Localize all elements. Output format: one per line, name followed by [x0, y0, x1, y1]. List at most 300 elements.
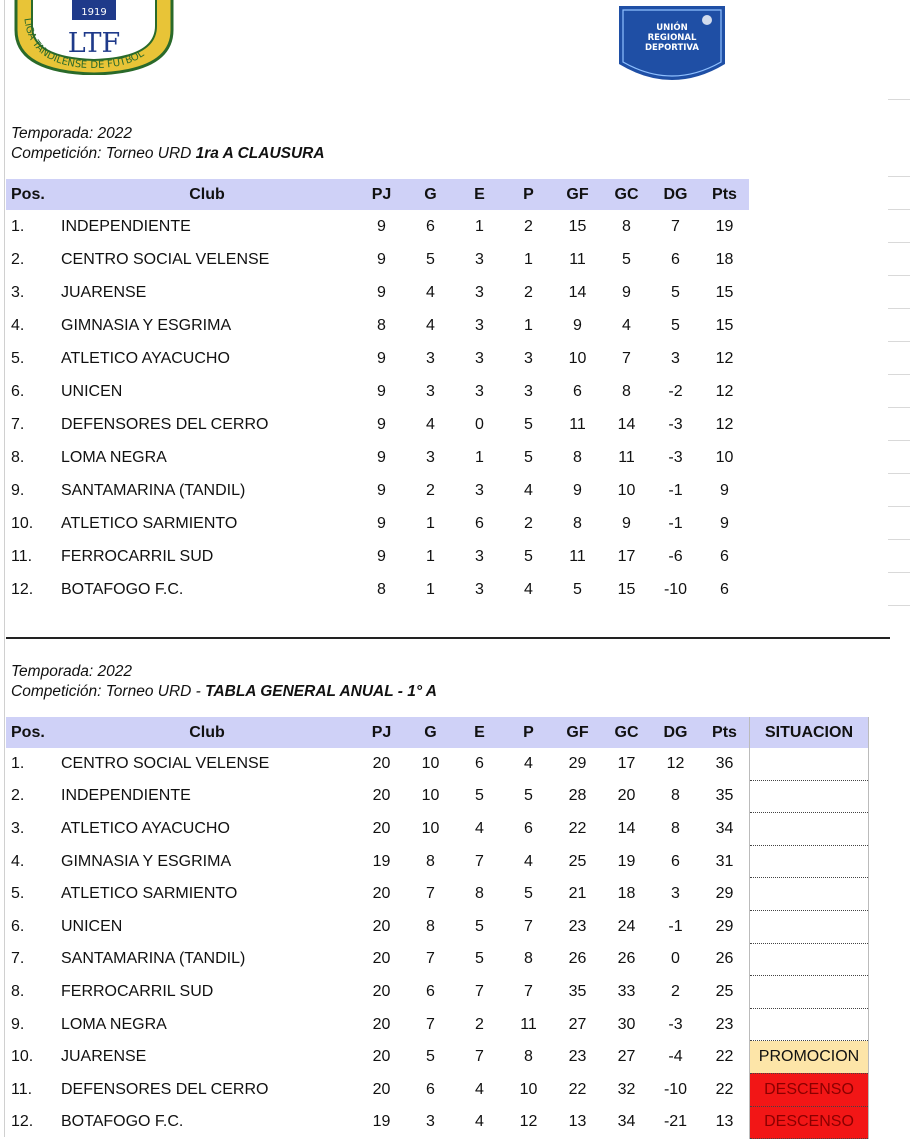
cell-p: 8: [524, 950, 533, 968]
clausura-season: Temporada: 2022: [11, 125, 132, 142]
cell-pj: 9: [377, 514, 386, 532]
cell-pos: 11.: [11, 1080, 33, 1098]
cell-pj: 19: [372, 1113, 391, 1131]
cell-situacion: [750, 878, 869, 911]
cell-pj: 9: [377, 382, 386, 400]
cell-pj: 9: [377, 415, 386, 433]
cell-pts: 36: [715, 755, 734, 773]
cell-club: GIMNASIA Y ESGRIMA: [61, 316, 232, 334]
table-row: [6, 1041, 869, 1074]
cell-situacion: [750, 748, 869, 780]
cell-pts: 26: [715, 950, 734, 968]
cell-gf: 14: [568, 283, 587, 301]
cell-e: 1: [475, 217, 484, 235]
cell-gc: 17: [617, 547, 636, 565]
table-row: [6, 540, 749, 573]
cell-pj: 20: [372, 1080, 391, 1098]
header-pj: PJ: [357, 179, 406, 210]
cell-club: BOTAFOGO F.C.: [61, 580, 184, 598]
cell-p: 1: [524, 316, 533, 334]
cell-p: 2: [524, 514, 533, 532]
cell-pos: 5.: [11, 885, 25, 903]
cell-dg: 2: [671, 982, 680, 1000]
cell-g: 5: [426, 1048, 435, 1066]
cell-e: 4: [475, 1113, 484, 1131]
cell-p: 7: [524, 982, 533, 1000]
cell-gf: 8: [573, 514, 582, 532]
cell-e: 5: [475, 787, 484, 805]
table-row: [6, 210, 749, 243]
header-e: E: [455, 717, 504, 748]
cell-gc: 20: [617, 787, 636, 805]
cell-club: LOMA NEGRA: [61, 1015, 167, 1033]
cell-club: UNICEN: [61, 382, 123, 400]
cell-g: 2: [426, 481, 435, 499]
cell-pts: 25: [715, 982, 734, 1000]
cell-pts: 29: [715, 917, 734, 935]
cell-gf: 5: [573, 580, 582, 598]
cell-p: 3: [524, 382, 533, 400]
cell-dg: 8: [671, 787, 680, 805]
cell-e: 6: [475, 514, 484, 532]
cell-pts: 19: [715, 217, 734, 235]
table-row: [6, 943, 869, 976]
cell-pos: 12.: [11, 1113, 34, 1131]
table-row: [6, 1106, 869, 1139]
cell-club: DEFENSORES DEL CERRO: [61, 415, 269, 433]
cell-e: 2: [475, 1015, 484, 1033]
table-row: [6, 375, 749, 408]
cell-pts: 29: [715, 885, 734, 903]
cell-pos: 11.: [11, 547, 33, 565]
cell-gf: 21: [568, 885, 587, 903]
cell-p: 4: [524, 580, 533, 598]
cell-gf: 22: [568, 1080, 587, 1098]
cell-pts: 9: [720, 514, 729, 532]
anual-competition: Competición: Torneo URD - TABLA GENERAL ANUAL - 1° A: [11, 683, 437, 700]
cell-dg: -3: [668, 448, 683, 466]
cell-club: BOTAFOGO F.C.: [61, 1113, 184, 1131]
cell-gf: 9: [573, 316, 582, 334]
header-dg: DG: [651, 717, 700, 748]
cell-e: 5: [475, 950, 484, 968]
cell-pos: 5.: [11, 349, 25, 367]
header-pts: Pts: [700, 717, 750, 748]
cell-dg: 8: [671, 819, 680, 837]
cell-pos: 9.: [11, 481, 25, 499]
cell-g: 4: [426, 283, 435, 301]
cell-dg: -3: [668, 1015, 683, 1033]
cell-e: 4: [475, 1080, 484, 1098]
cell-p: 4: [524, 852, 533, 870]
cell-g: 6: [426, 1080, 435, 1098]
cell-club: DEFENSORES DEL CERRO: [61, 1080, 269, 1098]
cell-pts: 12: [715, 415, 734, 433]
cell-pts: 18: [715, 250, 734, 268]
cell-g: 7: [426, 950, 435, 968]
cell-gf: 35: [568, 982, 587, 1000]
header-pos: Pos.: [6, 179, 57, 210]
cell-g: 4: [426, 316, 435, 334]
table-header-row: [6, 179, 749, 210]
cell-pos: 6.: [11, 382, 25, 400]
cell-p: 5: [524, 787, 533, 805]
cell-gc: 14: [617, 819, 636, 837]
cell-pts: 12: [715, 349, 734, 367]
table-row: [6, 780, 869, 813]
cell-gc: 8: [622, 217, 631, 235]
table-row: [6, 408, 749, 441]
cell-pos: 9.: [11, 1015, 25, 1033]
cell-pos: 8.: [11, 448, 25, 466]
table-row: [6, 813, 869, 846]
header-club: Club: [57, 717, 357, 748]
table-row: [6, 243, 749, 276]
cell-pts: 13: [715, 1113, 734, 1131]
cell-e: 7: [475, 982, 484, 1000]
cell-dg: 6: [671, 852, 680, 870]
cell-pos: 1.: [11, 755, 25, 773]
cell-gf: 11: [569, 250, 586, 268]
cell-e: 6: [475, 755, 484, 773]
header-e: E: [455, 179, 504, 210]
table-row: [6, 976, 869, 1009]
table-row: [6, 910, 869, 943]
cell-e: 5: [475, 917, 484, 935]
cell-pos: 6.: [11, 917, 25, 935]
cell-dg: -4: [668, 1048, 683, 1066]
cell-club: CENTRO SOCIAL VELENSE: [61, 250, 270, 268]
cell-dg: -1: [668, 917, 683, 935]
cell-gf: 9: [573, 481, 582, 499]
cell-pj: 9: [377, 481, 386, 499]
cell-club: ATLETICO SARMIENTO: [61, 885, 238, 903]
cell-dg: 3: [671, 349, 680, 367]
cell-g: 1: [426, 514, 435, 532]
header-pts: Pts: [700, 179, 749, 210]
cell-gf: 6: [573, 382, 582, 400]
cell-club: FERROCARRIL SUD: [61, 547, 214, 565]
cell-g: 7: [426, 885, 435, 903]
cell-p: 4: [524, 755, 533, 773]
cell-club: INDEPENDIENTE: [61, 217, 191, 235]
cell-g: 3: [426, 448, 435, 466]
cell-p: 10: [519, 1080, 538, 1098]
ltf-logo: [14, 0, 174, 75]
cell-gc: 24: [617, 917, 636, 935]
cell-e: 3: [475, 250, 484, 268]
table-row: [6, 878, 869, 911]
cell-club: SANTAMARINA (TANDIL): [61, 950, 246, 968]
cell-gc: 8: [622, 382, 631, 400]
table-row: [6, 748, 869, 780]
cell-g: 3: [426, 382, 435, 400]
cell-gc: 5: [622, 250, 631, 268]
cell-dg: -1: [668, 514, 683, 532]
cell-gc: 11: [618, 448, 635, 466]
header-g: G: [406, 179, 455, 210]
cell-situacion: DESCENSO: [750, 1073, 869, 1106]
cell-g: 1: [426, 580, 435, 598]
cell-g: 10: [421, 755, 440, 773]
cell-e: 7: [475, 1048, 484, 1066]
cell-pts: 10: [715, 448, 734, 466]
cell-dg: 0: [671, 950, 680, 968]
cell-gc: 14: [617, 415, 636, 433]
cell-e: 3: [475, 481, 484, 499]
cell-g: 7: [426, 1015, 435, 1033]
cell-gf: 25: [568, 852, 587, 870]
cell-gf: 11: [569, 415, 586, 433]
cell-e: 3: [475, 547, 484, 565]
cell-p: 7: [524, 917, 533, 935]
cell-pj: 9: [377, 547, 386, 565]
cell-pts: 22: [715, 1080, 734, 1098]
cell-gc: 7: [622, 349, 631, 367]
cell-pts: 15: [715, 283, 734, 301]
cell-pj: 9: [377, 283, 386, 301]
clausura-standings-table: [6, 179, 749, 606]
clausura-competition: Competición: Torneo URD 1ra A CLAUSURA: [11, 145, 325, 162]
cell-club: UNICEN: [61, 917, 123, 935]
cell-g: 6: [426, 217, 435, 235]
cell-club: LOMA NEGRA: [61, 448, 167, 466]
table-row: [6, 276, 749, 309]
cell-pj: 20: [372, 982, 391, 1000]
header-club: Club: [57, 179, 357, 210]
table-row: [6, 845, 869, 878]
cell-pts: 12: [715, 382, 734, 400]
cell-e: 3: [475, 349, 484, 367]
cell-dg: 3: [671, 885, 680, 903]
cell-club: SANTAMARINA (TANDIL): [61, 481, 246, 499]
cell-dg: 5: [671, 316, 680, 334]
table-row: [6, 342, 749, 375]
table-row: [6, 1008, 869, 1041]
cell-e: 3: [475, 316, 484, 334]
cell-pj: 20: [372, 950, 391, 968]
header-gf: GF: [553, 717, 602, 748]
cell-pj: 9: [377, 217, 386, 235]
cell-p: 2: [524, 217, 533, 235]
cell-gf: 28: [568, 787, 587, 805]
cell-p: 11: [520, 1015, 537, 1033]
svg-text:1919: 1919: [81, 7, 107, 18]
cell-pj: 20: [372, 1015, 391, 1033]
cell-dg: -10: [663, 1080, 688, 1098]
cell-dg: -6: [668, 547, 683, 565]
header-gf: GF: [553, 179, 602, 210]
cell-gc: 27: [617, 1048, 636, 1066]
cell-pj: 9: [377, 448, 386, 466]
cell-gc: 15: [617, 580, 636, 598]
cell-pts: 6: [720, 580, 729, 598]
cell-gc: 19: [617, 852, 636, 870]
cell-pj: 20: [372, 885, 391, 903]
section-divider: [6, 637, 890, 639]
svg-text:LIGA TANDILENSE DE FUTBOL: LIGA TANDILENSE DE FUTBOL: [21, 17, 147, 72]
cell-situacion: [750, 910, 869, 943]
cell-pj: 20: [372, 819, 391, 837]
urd-logo: [619, 6, 725, 86]
cell-e: 3: [475, 382, 484, 400]
cell-gf: 29: [568, 755, 587, 773]
cell-g: 3: [426, 1113, 435, 1131]
table-row: [6, 441, 749, 474]
cell-e: 8: [475, 885, 484, 903]
cell-p: 5: [524, 415, 533, 433]
cell-p: 5: [524, 448, 533, 466]
svg-text:REGIONAL: REGIONAL: [647, 33, 697, 43]
table-row: [6, 507, 749, 540]
cell-club: CENTRO SOCIAL VELENSE: [61, 755, 270, 773]
cell-e: 0: [475, 415, 484, 433]
cell-gc: 9: [622, 283, 631, 301]
cell-situacion: DESCENSO: [750, 1106, 869, 1139]
cell-gf: 22: [568, 819, 587, 837]
cell-gc: 18: [617, 885, 636, 903]
cell-club: ATLETICO AYACUCHO: [61, 819, 230, 837]
table-row: [6, 1073, 869, 1106]
cell-pj: 9: [377, 349, 386, 367]
cell-pos: 1.: [11, 217, 25, 235]
cell-pts: 35: [715, 787, 734, 805]
cell-pj: 20: [372, 755, 391, 773]
header-p: P: [504, 717, 553, 748]
cell-g: 6: [426, 982, 435, 1000]
cell-dg: -3: [668, 415, 683, 433]
cell-dg: 7: [671, 217, 680, 235]
cell-dg: 5: [671, 283, 680, 301]
cell-g: 3: [426, 349, 435, 367]
cell-pts: 31: [715, 852, 734, 870]
cell-pos: 2.: [11, 250, 25, 268]
cell-gf: 23: [568, 1048, 587, 1066]
cell-gf: 13: [568, 1113, 587, 1131]
cell-dg: 6: [671, 250, 680, 268]
cell-gc: 9: [622, 514, 631, 532]
cell-pos: 4.: [11, 316, 25, 334]
cell-pos: 7.: [11, 950, 25, 968]
cell-gf: 26: [568, 950, 587, 968]
anual-standings-table: [6, 717, 869, 1139]
table-row: [6, 309, 749, 342]
svg-text:LTF: LTF: [67, 28, 121, 59]
cell-p: 2: [524, 283, 533, 301]
header-situacion: SITUACION: [750, 717, 869, 748]
cell-pts: 6: [720, 547, 729, 565]
cell-club: GIMNASIA Y ESGRIMA: [61, 852, 232, 870]
cell-g: 10: [421, 787, 440, 805]
cell-pos: 8.: [11, 982, 25, 1000]
cell-club: ATLETICO AYACUCHO: [61, 349, 230, 367]
header-pj: PJ: [357, 717, 406, 748]
cell-gc: 33: [617, 982, 636, 1000]
table-row: [6, 573, 749, 606]
cell-p: 3: [524, 349, 533, 367]
cell-e: 4: [475, 819, 484, 837]
cell-g: 10: [421, 819, 440, 837]
cell-p: 8: [524, 1048, 533, 1066]
cell-pos: 4.: [11, 852, 25, 870]
cell-pts: 9: [720, 481, 729, 499]
svg-text:UNIÓN: UNIÓN: [656, 23, 688, 33]
cell-gc: 17: [617, 755, 636, 773]
cell-dg: -2: [668, 382, 683, 400]
cell-club: INDEPENDIENTE: [61, 787, 191, 805]
cell-pos: 12.: [11, 580, 34, 598]
cell-dg: 12: [666, 755, 685, 773]
sheet-left-border: [4, 0, 5, 1137]
cell-e: 3: [475, 580, 484, 598]
cell-p: 5: [524, 885, 533, 903]
cell-pj: 20: [372, 1048, 391, 1066]
cell-pos: 7.: [11, 415, 25, 433]
cell-p: 6: [524, 819, 533, 837]
cell-g: 8: [426, 917, 435, 935]
cell-p: 1: [524, 250, 533, 268]
cell-pos: 10.: [11, 1048, 34, 1066]
cell-situacion: [750, 943, 869, 976]
cell-gf: 10: [568, 349, 587, 367]
cell-e: 3: [475, 283, 484, 301]
cell-dg: -10: [663, 580, 688, 598]
cell-pos: 10.: [11, 514, 34, 532]
svg-text:DEPORTIVA: DEPORTIVA: [644, 43, 700, 53]
cell-club: FERROCARRIL SUD: [61, 982, 214, 1000]
cell-gf: 27: [568, 1015, 587, 1033]
header-g: G: [406, 717, 455, 748]
cell-situacion: PROMOCION: [750, 1041, 869, 1074]
cell-dg: -21: [663, 1113, 688, 1131]
table-row: [6, 474, 749, 507]
header-gc: GC: [602, 179, 651, 210]
header-p: P: [504, 179, 553, 210]
cell-pts: 34: [715, 819, 734, 837]
table-header-row: [6, 717, 869, 748]
cell-gc: 30: [617, 1015, 636, 1033]
cell-e: 1: [475, 448, 484, 466]
cell-gc: 4: [622, 316, 631, 334]
cell-g: 8: [426, 852, 435, 870]
cell-pj: 9: [377, 250, 386, 268]
cell-pj: 20: [372, 787, 391, 805]
cell-g: 5: [426, 250, 435, 268]
header-dg: DG: [651, 179, 700, 210]
cell-gf: 11: [569, 547, 586, 565]
cell-dg: -1: [668, 481, 683, 499]
cell-gf: 8: [573, 448, 582, 466]
cell-situacion: [750, 1008, 869, 1041]
cell-pts: 23: [715, 1015, 734, 1033]
cell-g: 4: [426, 415, 435, 433]
cell-situacion: [750, 976, 869, 1009]
cell-club: ATLETICO SARMIENTO: [61, 514, 238, 532]
cell-club: JUARENSE: [61, 283, 147, 301]
cell-pos: 2.: [11, 787, 25, 805]
cell-g: 1: [426, 547, 435, 565]
header-pos: Pos.: [6, 717, 57, 748]
cell-gc: 32: [617, 1080, 636, 1098]
cell-gf: 23: [568, 917, 587, 935]
cell-gf: 15: [568, 217, 587, 235]
anual-season: Temporada: 2022: [11, 663, 132, 680]
cell-p: 4: [524, 481, 533, 499]
cell-gc: 10: [617, 481, 636, 499]
cell-club: JUARENSE: [61, 1048, 147, 1066]
cell-pts: 15: [715, 316, 734, 334]
cell-pj: 8: [377, 580, 386, 598]
